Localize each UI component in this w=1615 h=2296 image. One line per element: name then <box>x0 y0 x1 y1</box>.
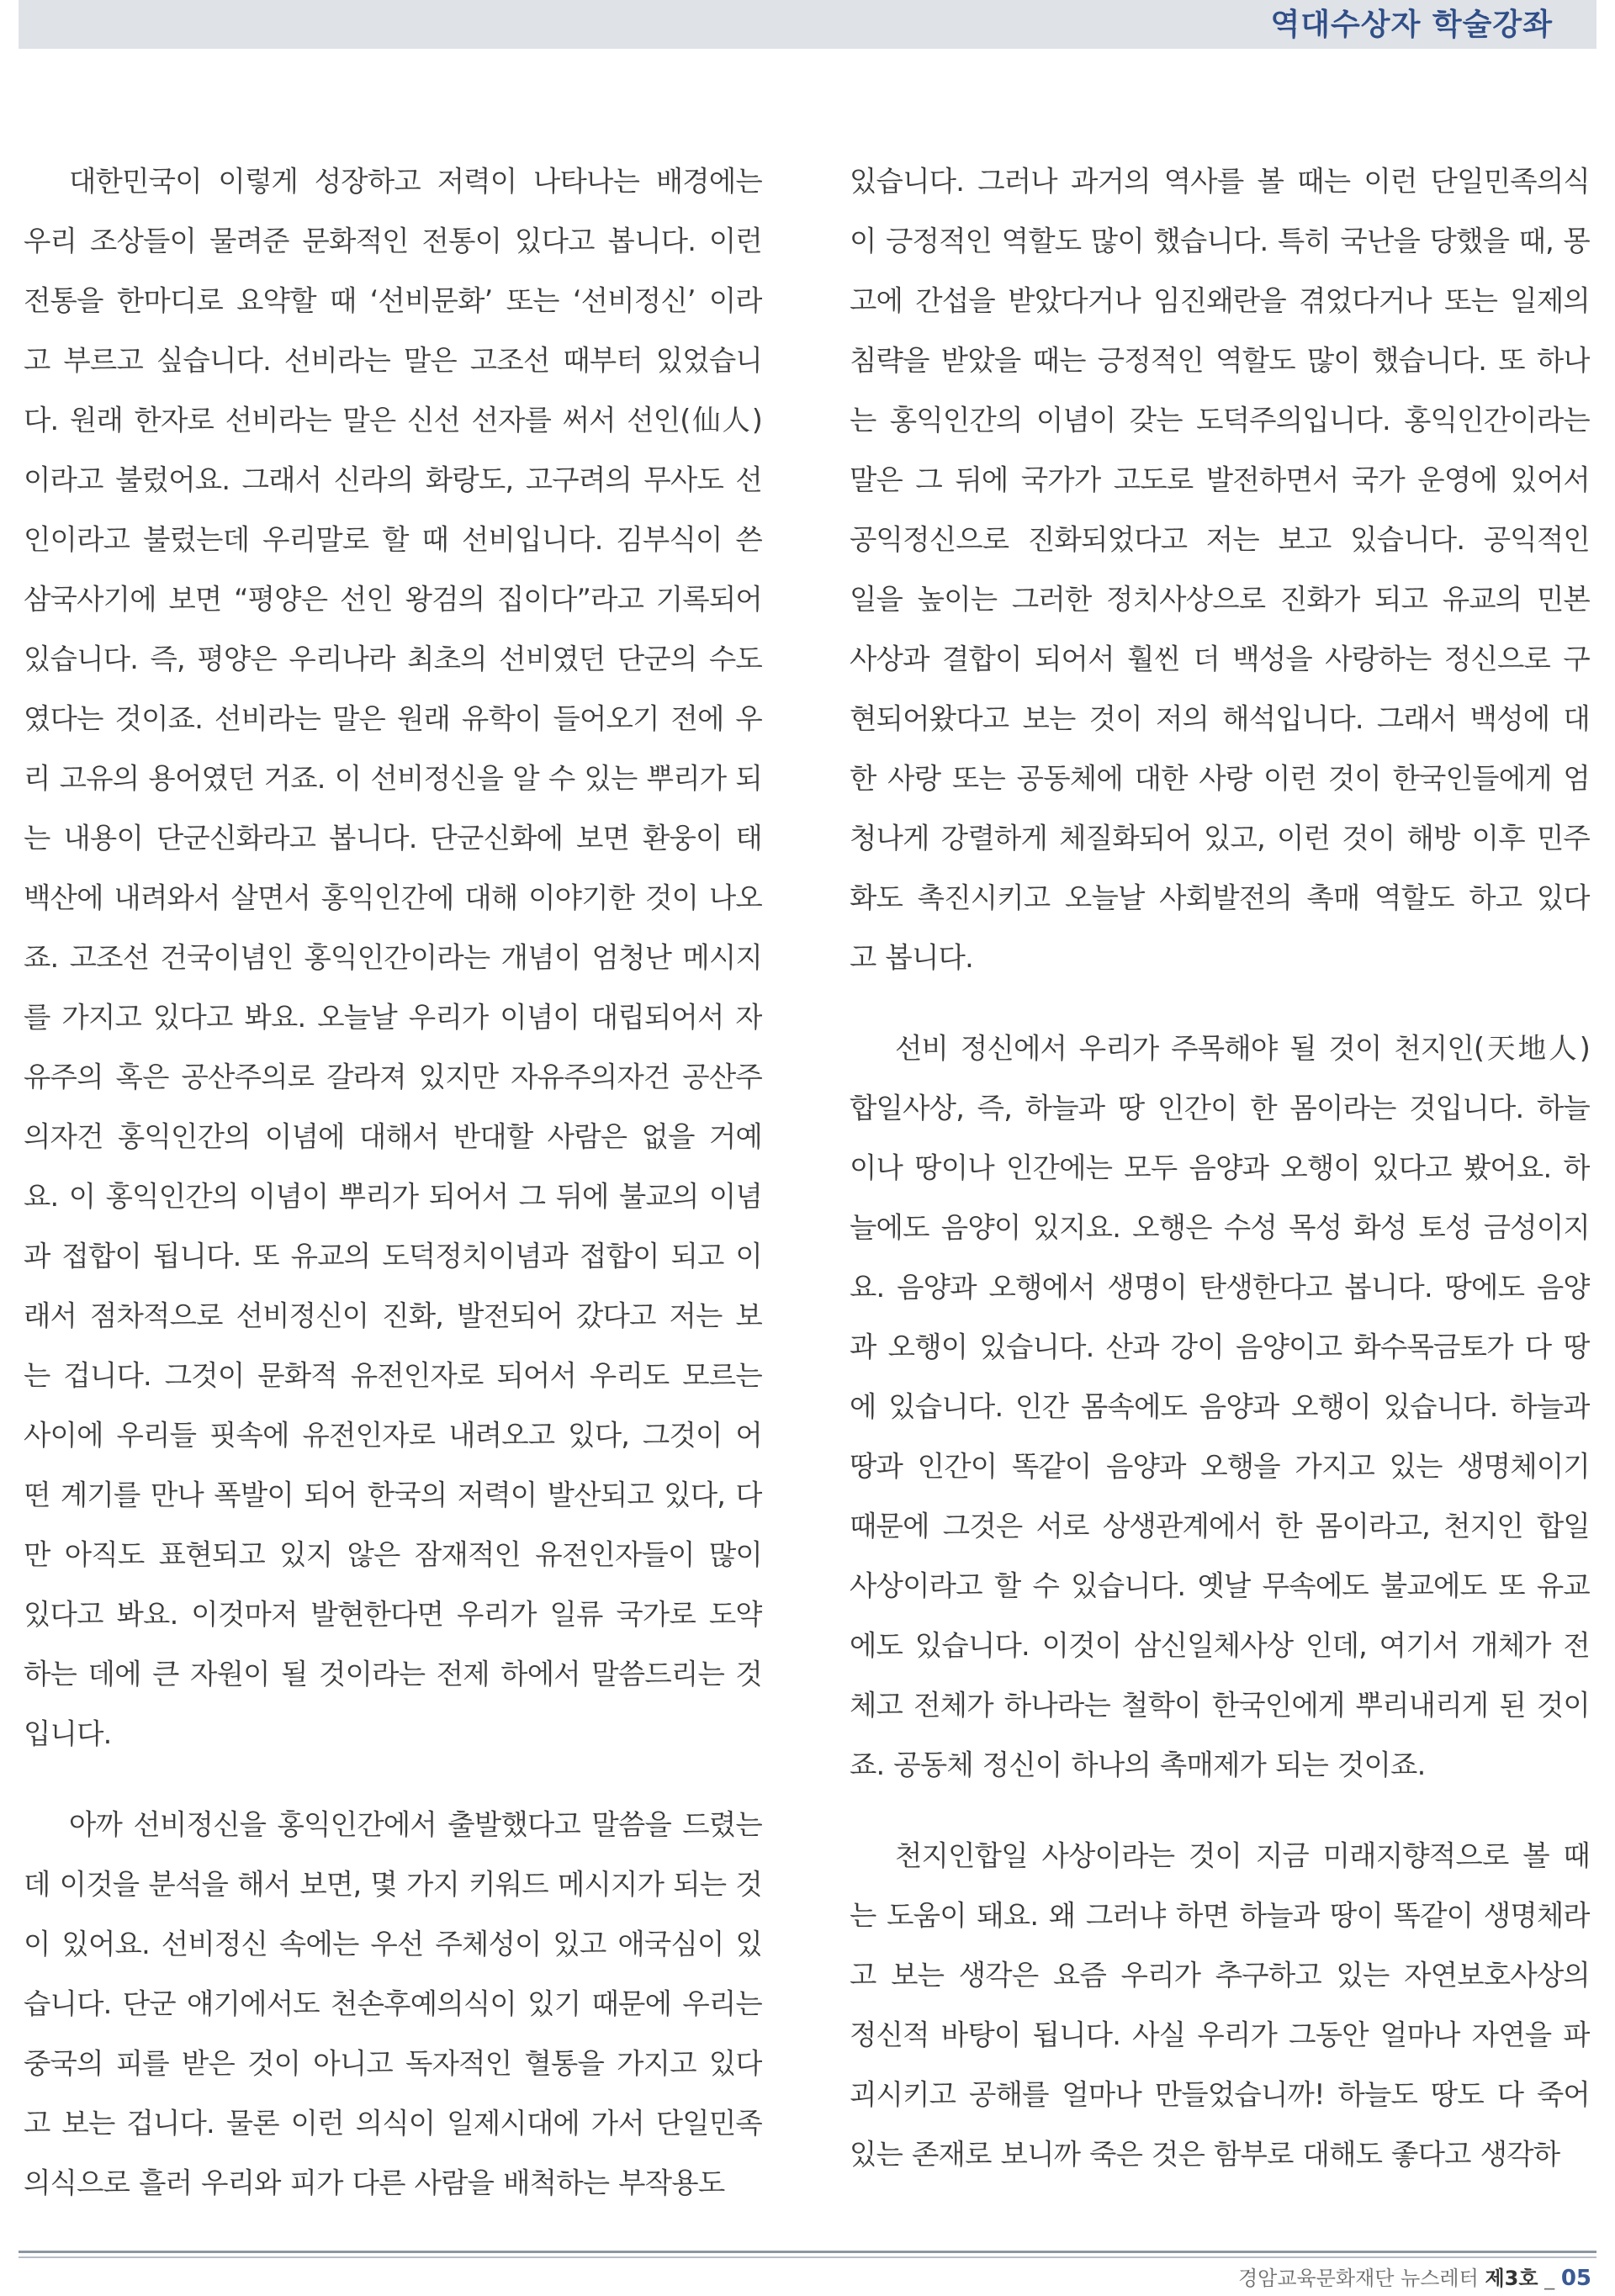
text-line: 이나 땅이나 인간에는 모두 음양과 오행이 있다고 봤어요. 하 <box>850 1151 1590 1184</box>
text-line: 사상이라고 할 수 있습니다. 옛날 무속에도 불교에도 또 유교 <box>850 1569 1590 1602</box>
footer-rule-thin <box>19 2256 1596 2258</box>
text-line: 고 부르고 싶습니다. 선비라는 말은 고조선 때부터 있었습니 <box>24 344 762 377</box>
text-line: 이 긍정적인 역할도 많이 했습니다. 특히 국난을 당했을 때, 몽 <box>850 225 1590 257</box>
text-line: 데 이것을 분석을 해서 보면, 몇 가지 키워드 메시지가 되는 것 <box>24 1868 762 1901</box>
footer-separator: _ <box>1544 2267 1555 2290</box>
text-line: 있습니다. 그러나 과거의 역사를 볼 때는 이런 단일민족의식 <box>850 165 1590 198</box>
text-line: 청나게 강렬하게 체질화되어 있고, 이런 것이 해방 이후 민주 <box>850 822 1590 854</box>
text-line: 사상과 결합이 되어서 훨씬 더 백성을 사랑하는 정신으로 구 <box>850 643 1590 675</box>
text-line: 는 겁니다. 그것이 문화적 유전인자로 되어서 우리도 모르는 <box>24 1359 762 1392</box>
text-line: 였다는 것이죠. 선비라는 말은 원래 유학이 들어오기 전에 우 <box>24 702 762 735</box>
text-line: 말은 그 뒤에 국가가 고도로 발전하면서 국가 운영에 있어서 <box>850 463 1590 496</box>
text-line: 고 보는 생각은 요즘 우리가 추구하고 있는 자연보호사상의 <box>850 1959 1590 1992</box>
text-line: 죠. 공동체 정신이 하나의 촉매제가 되는 것이죠. <box>850 1748 1426 1781</box>
text-line: 우리 조상들이 물려준 문화적인 전통이 있다고 봅니다. 이런 <box>24 225 762 257</box>
text-line: 침략을 받았을 때는 긍정적인 역할도 많이 했습니다. 또 하나 <box>850 344 1590 377</box>
text-line: 과 오행이 있습니다. 산과 강이 음양이고 화수목금토가 다 땅 <box>850 1331 1590 1363</box>
text-line: 이라고 불렀어요. 그래서 신라의 화랑도, 고구려의 무사도 선 <box>24 463 762 496</box>
text-line: 의자건 홍익인간의 이념에 대해서 반대할 사람은 없을 거예 <box>24 1120 762 1153</box>
text-line: 는 홍익인간의 이념이 갖는 도덕주의입니다. 홍익인간이라는 <box>850 404 1590 436</box>
text-line: 인이라고 불렀는데 우리말로 할 때 선비입니다. 김부식이 쓴 <box>24 523 762 556</box>
text-line: 현되어왔다고 보는 것이 저의 해석입니다. 그래서 백성에 대 <box>850 702 1590 735</box>
text-line: 사이에 우리들 핏속에 유전인자로 내려오고 있다, 그것이 어 <box>24 1419 762 1452</box>
text-line: 요. 음양과 오행에서 생명이 탄생한다고 봅니다. 땅에도 음양 <box>850 1271 1590 1304</box>
text-line: 때문에 그것은 서로 상생관계에서 한 몸이라고, 천지인 합일 <box>850 1510 1590 1542</box>
text-line: 는 내용이 단군신화라고 봅니다. 단군신화에 보면 환웅이 태 <box>24 822 762 854</box>
text-line: 다. 원래 한자로 선비라는 말은 신선 선자를 써서 선인(仙人) <box>24 404 762 436</box>
text-line: 만 아직도 표현되고 있지 않은 잠재적인 유전인자들이 많이 <box>24 1538 762 1571</box>
text-line: 아까 선비정신을 홍익인간에서 출발했다고 말씀을 드렸는 <box>69 1808 762 1841</box>
text-line: 땅과 인간이 똑같이 음양과 오행을 가지고 있는 생명체이기 <box>850 1450 1590 1483</box>
text-line: 과 접합이 됩니다. 또 유교의 도덕정치이념과 접합이 되고 이 <box>24 1240 762 1272</box>
text-line: 정신적 바탕이 됩니다. 사실 우리가 그동안 얼마나 자연을 파 <box>850 2018 1590 2051</box>
text-line: 삼국사기에 보면 “평양은 선인 왕검의 집이다”라고 기록되어 <box>24 583 762 616</box>
text-line: 유주의 혹은 공산주의로 갈라져 있지만 자유주의자건 공산주 <box>24 1061 762 1093</box>
left-paragraph-2 <box>24 1795 762 2213</box>
text-line: 합일사상, 즉, 하늘과 땅 인간이 한 몸이라는 것입니다. 하늘 <box>850 1092 1590 1124</box>
text-line: 선비 정신에서 우리가 주목해야 될 것이 천지인(天地人) <box>895 1032 1590 1065</box>
page-number: 05 <box>1560 2266 1591 2291</box>
text-line: 를 가지고 있다고 봐요. 오늘날 우리가 이념이 대립되어서 자 <box>24 1001 762 1034</box>
paragraph-gap <box>850 987 1590 1018</box>
text-line: 대한민국이 이렇게 성장하고 저력이 나타나는 배경에는 <box>69 165 762 198</box>
text-line: 떤 계기를 만나 폭발이 되어 한국의 저력이 발산되고 있다, 다 <box>24 1479 762 1511</box>
right-paragraph-3 <box>850 1826 1590 2184</box>
right-column <box>850 151 1590 2184</box>
text-line: 백산에 내려와서 살면서 홍익인간에 대해 이야기한 것이 나오 <box>24 881 762 914</box>
text-line: 중국의 피를 받은 것이 아니고 독자적인 혈통을 가지고 있다 <box>24 2047 762 2080</box>
text-line: 한 사랑 또는 공동체에 대한 사랑 이런 것이 한국인들에게 엄 <box>850 762 1590 795</box>
right-paragraph-2 <box>850 1018 1590 1795</box>
footer-rule <box>19 2251 1596 2253</box>
text-line: 고에 간섭을 받았다거나 임진왜란을 겪었다거나 또는 일제의 <box>850 284 1590 317</box>
text-line: 에 있습니다. 인간 몸속에도 음양과 오행이 있습니다. 하늘과 <box>850 1390 1590 1423</box>
text-line: 에도 있습니다. 이것이 삼신일체사상 인데, 여기서 개체가 전 <box>850 1629 1590 1662</box>
text-line: 의식으로 흘러 우리와 피가 다른 사람을 배척하는 부작용도 <box>24 2166 725 2199</box>
issue-number: 제3호 <box>1485 2267 1538 2290</box>
paragraph-gap <box>850 1795 1590 1826</box>
text-line: 천지인합일 사상이라는 것이 지금 미래지향적으로 볼 때 <box>895 1839 1590 1872</box>
text-line: 입니다. <box>24 1717 112 1750</box>
text-line: 늘에도 음양이 있지요. 오행은 수성 목성 화성 토성 금성이지 <box>850 1211 1590 1244</box>
text-line: 일을 높이는 그러한 정치사상으로 진화가 되고 유교의 민본 <box>850 583 1590 616</box>
header-bar <box>19 0 1596 49</box>
footer <box>1238 2264 1591 2293</box>
publication-name: 경암교육문화재단 뉴스레터 <box>1237 2267 1479 2290</box>
text-line: 리 고유의 용어였던 거죠. 이 선비정신을 알 수 있는 뿌리가 되 <box>24 762 762 795</box>
left-column <box>24 151 762 2213</box>
section-title: 역대수상자 학술강좌 <box>1270 8 1553 42</box>
text-line: 공익정신으로 진화되었다고 저는 보고 있습니다. 공익적인 <box>850 523 1590 556</box>
text-line: 있다고 봐요. 이것마저 발현한다면 우리가 일류 국가로 도약 <box>24 1598 762 1631</box>
text-line: 죠. 고조선 건국이념인 홍익인간이라는 개념이 엄청난 메시지 <box>24 941 762 974</box>
text-line: 는 도움이 돼요. 왜 그러냐 하면 하늘과 땅이 똑같이 생명체라 <box>850 1899 1590 1932</box>
text-line: 이 있어요. 선비정신 속에는 우선 주체성이 있고 애국심이 있 <box>24 1928 762 1960</box>
text-line: 체고 전체가 하나라는 철학이 한국인에게 뿌리내리게 된 것이 <box>850 1689 1590 1722</box>
text-line: 괴시키고 공해를 얼마나 만들었습니까! 하늘도 땅도 다 죽어 <box>850 2078 1590 2111</box>
text-line: 고 봅니다. <box>850 941 973 974</box>
text-line: 요. 이 홍익인간의 이념이 뿌리가 되어서 그 뒤에 불교의 이념 <box>24 1180 762 1213</box>
right-paragraph-1 <box>850 151 1590 987</box>
text-line: 고 보는 겁니다. 물론 이런 의식이 일제시대에 가서 단일민족 <box>24 2107 762 2140</box>
text-line: 래서 점차적으로 선비정신이 진화, 발전되어 갔다고 저는 보 <box>24 1299 762 1332</box>
text-line: 하는 데에 큰 자원이 될 것이라는 전제 하에서 말씀드리는 것 <box>24 1658 762 1690</box>
left-paragraph-1 <box>24 151 762 1764</box>
paragraph-gap <box>24 1764 762 1795</box>
text-line: 있습니다. 즉, 평양은 우리나라 최초의 선비였던 단군의 수도 <box>24 643 762 675</box>
text-line: 습니다. 단군 얘기에서도 천손후예의식이 있기 때문에 우리는 <box>24 1987 762 2020</box>
text-line: 화도 촉진시키고 오늘날 사회발전의 촉매 역할도 하고 있다 <box>850 881 1590 914</box>
text-line: 전통을 한마디로 요약할 때 ‘선비문화’ 또는 ‘선비정신’ 이라 <box>24 284 762 317</box>
text-line: 있는 존재로 보니까 죽은 것은 함부로 대해도 좋다고 생각하 <box>850 2138 1560 2171</box>
